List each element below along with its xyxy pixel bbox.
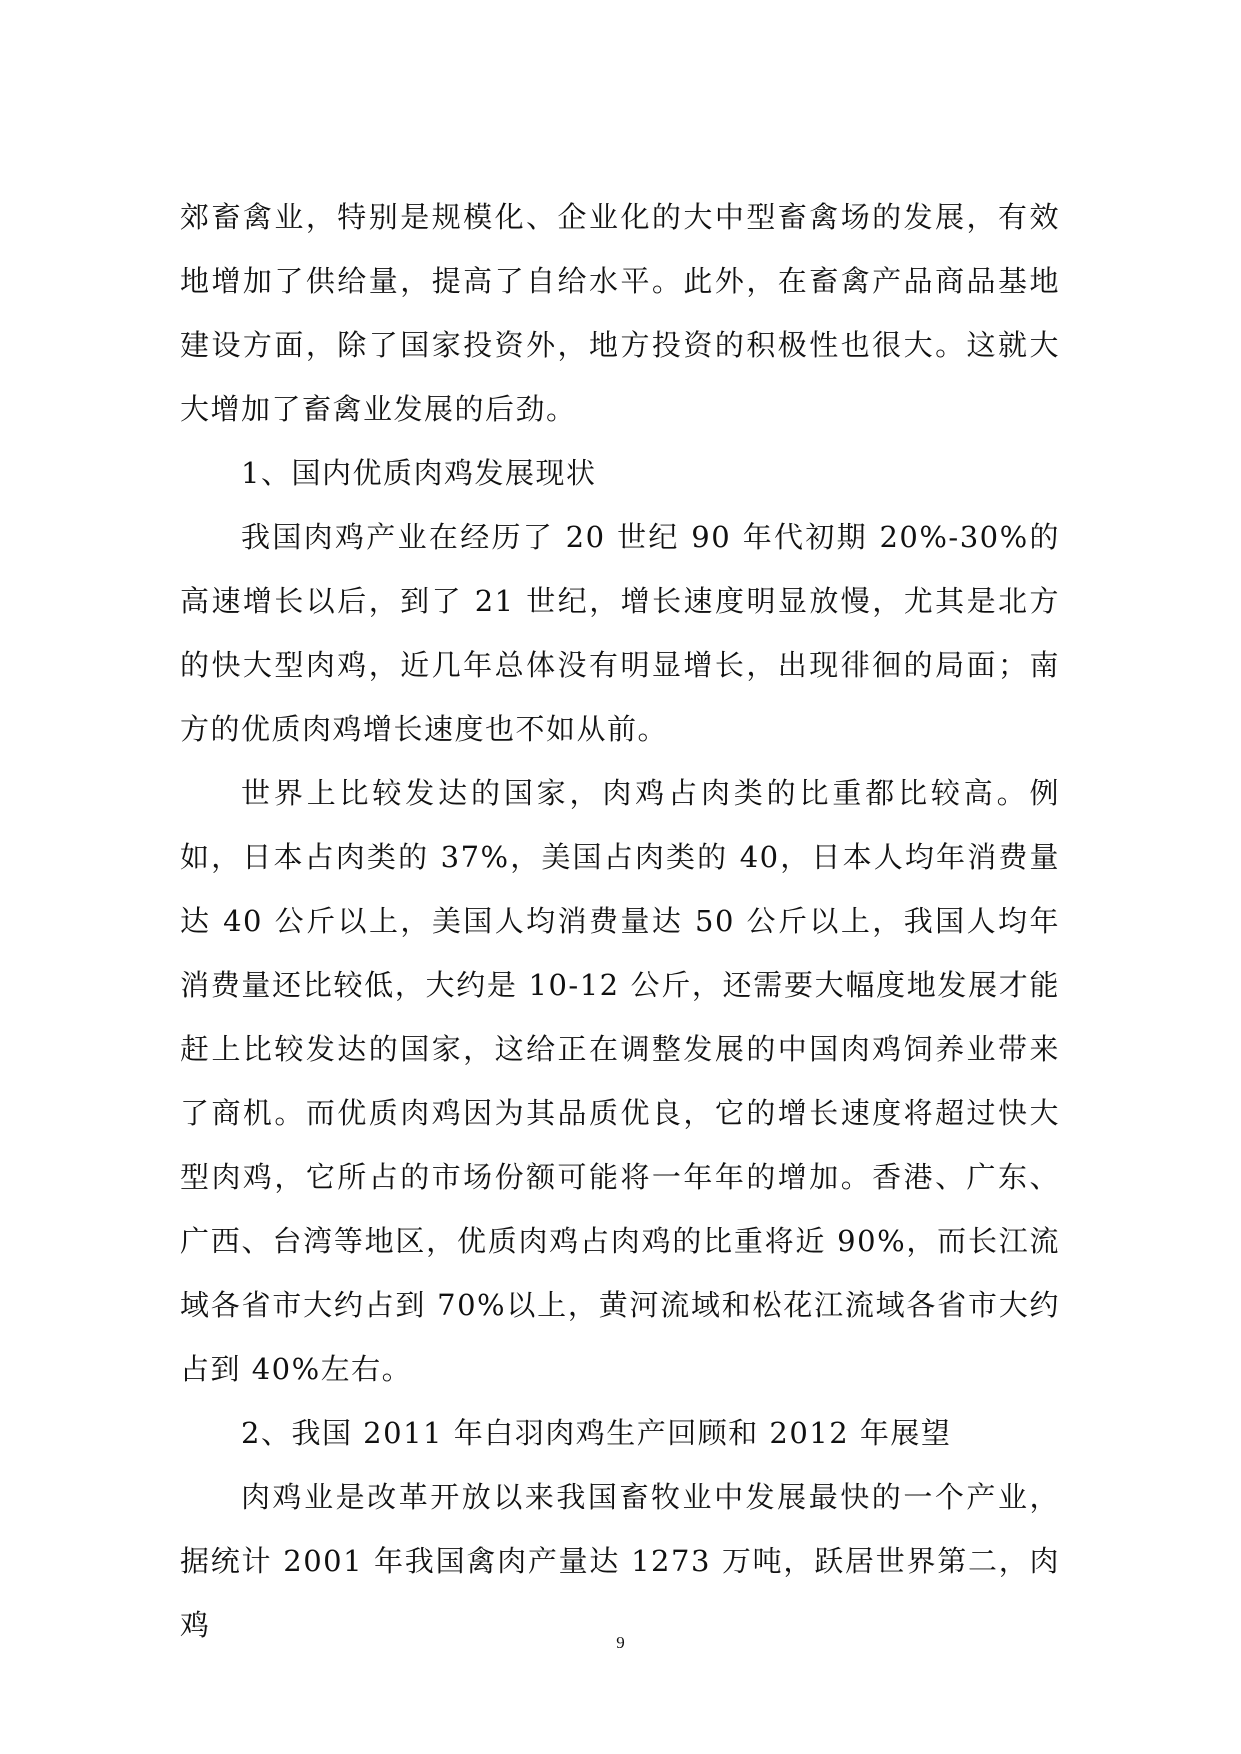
- paragraph: 世界上比较发达的国家，肉鸡占肉类的比重都比较高。例如，日本占肉类的 37%，美国占肉类的 40，日本人均年消费量达 40 公斤以上，美国人均消费量达 50 公斤以上，我国人均年消费量还比较低，大约是 10-12 公斤，还需要大幅度地发展才能赶上比较发达的国家，这给正在调整发展的中国肉鸡饲养业带来了商机。而优质肉鸡因为其品质优良，它的增长速度将超过快大型肉鸡，它所占的市场份额可能将一年年的增加。香港、广东、广西、台湾等地区，优质肉鸡占肉鸡的比重将近 90%，而长江流域各省市大约占到 70%以上，黄河流域和松花江流域各省市大约占到 40%左右。: [180, 776, 1060, 1386]
- paragraph: 郊畜禽业，特别是规模化、企业化的大中型畜禽场的发展，有效地增加了供给量，提高了自给水平。此外，在畜禽产品商品基地建设方面，除了国家投资外，地方投资的积极性也很大。这就大大增加了畜禽业发展的后劲。: [180, 200, 1060, 426]
- page-number: 9: [616, 1633, 625, 1652]
- body-text: [180, 185, 1060, 1657]
- section-heading: 2、我国 2011 年白羽肉鸡生产回顾和 2012 年展望: [241, 1416, 952, 1450]
- section-heading: 1、国内优质肉鸡发展现状: [241, 456, 597, 490]
- paragraph: 肉鸡业是改革开放以来我国畜牧业中发展最快的一个产业，据统计 2001 年我国禽肉产量达 1273 万吨，跃居世界第二，肉鸡: [180, 1480, 1060, 1642]
- paragraph: 我国肉鸡产业在经历了 20 世纪 90 年代初期 20%-30%的高速增长以后，到了 21 世纪，增长速度明显放慢，尤其是北方的快大型肉鸡，近几年总体没有明显增长，出现徘徊的局面；南方的优质肉鸡增长速度也不如从前。: [180, 520, 1060, 746]
